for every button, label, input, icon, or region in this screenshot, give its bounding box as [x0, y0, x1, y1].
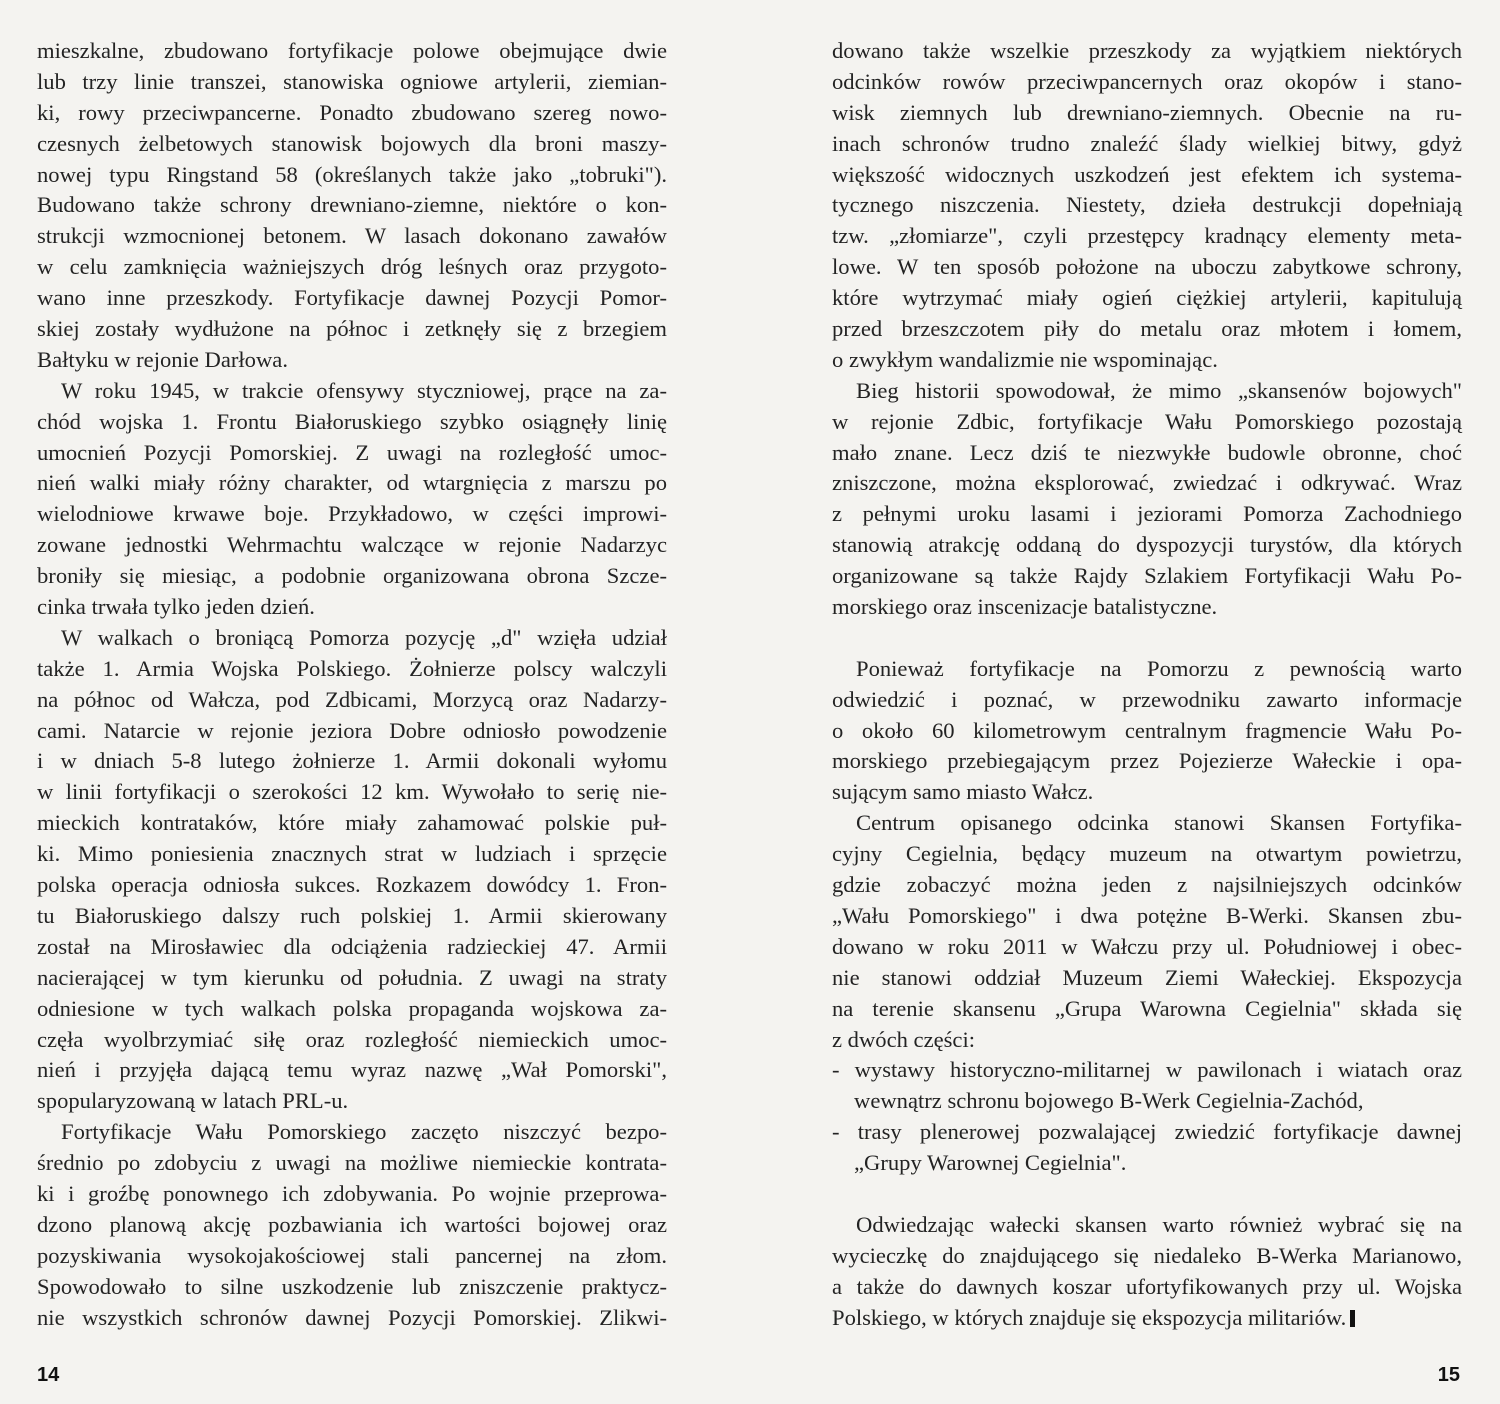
text-line: inach schronów trudno znaleźć ślady wielkiej bitwy, gdyż: [832, 130, 1462, 156]
text-line: czesnych żelbetowych stanowisk bojowych dla broni maszy-: [37, 130, 667, 156]
text-line: sującym samo miasto Wałcz.: [832, 779, 1094, 805]
text-line: ki. Mimo poniesienia znacznych strat w ludziach i sprzęcie: [37, 841, 667, 867]
text-line: - wystawy historyczno-militarnej w pawilonach i wiatach oraz: [832, 1057, 1462, 1083]
text-line: tycznego niszczenia. Niestety, dzieła destrukcji dopełniają: [832, 192, 1462, 218]
text-line: skiej zostały wydłużone na północ i zetknęły się z brzegiem: [37, 316, 667, 342]
text-line: nowej typu Ringstand 58 (określanych także jako „tobruki").: [37, 161, 667, 187]
text-line: Centrum opisanego odcinka stanowi Skansen Fortyfika-: [856, 810, 1462, 836]
text-line: na terenie skansenu „Grupa Warowna Cegielnia" składa się: [832, 995, 1462, 1021]
text-line: a także do dawnych koszar ufortyfikowanych przy ul. Wojska: [832, 1273, 1462, 1299]
text-line: odwiedzić i poznać, w przewodniku zawarto informacje: [832, 686, 1462, 712]
text-line: w celu zamknięcia ważniejszych dróg leśnych oraz przygoto-: [37, 254, 667, 280]
text-line: lub trzy linie transzei, stanowiska ogniowe artylerii, ziemian-: [37, 68, 667, 94]
text-line: nień walki miały różny charakter, od wtargnięcia z marszu po: [37, 470, 667, 496]
text-line: cinka trwała tylko jeden dzień.: [37, 594, 315, 620]
text-line: dowano także wszelkie przeszkody za wyjątkiem niektórych: [832, 38, 1462, 63]
text-line: mało znane. Lecz dziś te niezwykłe budowle obronne, choć: [832, 439, 1462, 465]
text-line: broniły się miesiąc, a podobnie organizowana obrona Szcze-: [37, 563, 667, 589]
text-line: w rejonie Zdbic, fortyfikacje Wału Pomorskiego pozostają: [832, 408, 1462, 434]
text-line: „Grupy Warownej Cegielnia".: [854, 1150, 1127, 1176]
page-number-left: 14: [37, 1364, 60, 1386]
text-line: nacierającej w tym kierunku od południa. Z uwagi na straty: [37, 964, 667, 990]
text-line: wycieczkę do znajdującego się niedaleko B-Werka Marianowo,: [832, 1242, 1462, 1268]
text-line: odcinków rowów przeciwpancernych oraz okopów i stano-: [832, 68, 1462, 94]
text-line: mieckich kontrataków, które miały zahamować polskie puł-: [37, 810, 667, 836]
text-line: Bieg historii spowodował, że mimo „skansenów bojowych": [856, 377, 1462, 403]
text-line: zowane jednostki Wehrmachtu walczące w rejonie Nadarzyc: [37, 532, 667, 558]
text-line: morskiego przebiegającym przez Pojezierze Wałeckie i opa-: [832, 748, 1462, 774]
left-page: [37, 36, 667, 1333]
text-line: Ponieważ fortyfikacje na Pomorzu z pewnością warto: [856, 655, 1462, 681]
text-line: nień i przyjęła dającą temu wyraz nazwę „Wał Pomorski",: [37, 1057, 667, 1083]
text-line: został na Mirosławiec dla odciążenia radzieckiej 47. Armii: [37, 933, 667, 959]
paragraph-gap: [832, 1179, 1462, 1210]
text-line: morskiego oraz inscenizacje batalistyczne.: [832, 594, 1218, 620]
text-line: cami. Natarcie w rejonie jeziora Dobre odniosło powodzenie: [37, 717, 667, 743]
text-line: polska operacja odniosła sukces. Rozkazem dowódcy 1. Fron-: [37, 872, 667, 898]
end-of-text-mark-icon: [1350, 1310, 1355, 1327]
text-line: gdzie zobaczyć można jeden z najsilniejszych odcinków: [832, 872, 1462, 898]
text-line: - trasy plenerowej pozwalającej zwiedzić fortyfikacje dawnej: [832, 1119, 1462, 1145]
text-line: cyjny Cegielnia, będący muzeum na otwartym powietrzu,: [832, 841, 1462, 867]
text-line: o zwykłym wandalizmie nie wspominając.: [832, 346, 1218, 372]
text-line: dowano w roku 2011 w Wałczu przy ul. Południowej i obec-: [832, 933, 1462, 959]
text-line: W walkach o broniącą Pomorza pozycję „d" wzięła udział: [61, 624, 667, 650]
text-line: Polskiego, w których znajduje się ekspozycja militariów.: [832, 1303, 1462, 1334]
text-line: nie stanowi oddział Muzeum Ziemi Wałeckiej. Ekspozycja: [832, 964, 1462, 990]
text-line: także 1. Armia Wojska Polskiego. Żołnierze polscy walczyli: [37, 655, 667, 681]
paragraph-gap: [832, 623, 1462, 654]
text-line: umocnień Pozycji Pomorskiej. Z uwagi na rozległość umoc-: [37, 439, 667, 465]
text-line: tu Białoruskiego dalszy ruch polskiej 1. Armii skierowany: [37, 902, 667, 928]
text-line: organizowane są także Rajdy Szlakiem Fortyfikacji Wału Po-: [832, 563, 1462, 589]
page-number-right: 15: [1437, 1364, 1460, 1386]
text-line: odniesione w tych walkach polska propaganda wojskowa za-: [37, 995, 667, 1021]
text-line: które wytrzymać miały ogień ciężkiej artylerii, kapitulują: [832, 285, 1462, 311]
text-line: średnio po zdobyciu z uwagi na możliwe niemieckie kontrata-: [37, 1150, 667, 1176]
text-line: większość widocznych uszkodzeń jest efektem ich systema-: [832, 161, 1462, 187]
text-line: wisk ziemnych lub drewniano-ziemnych. Obecnie na ru-: [832, 99, 1462, 125]
text-line: częła wyolbrzymiać siłę oraz rozległość niemieckich umoc-: [37, 1026, 667, 1052]
text-line: chód wojska 1. Frontu Białoruskiego szybko osiągnęły linię: [37, 408, 667, 434]
text-line: na północ od Wałcza, pod Zdbicami, Morzycą oraz Nadarzy-: [37, 686, 667, 712]
text-line: nie wszystkich schronów dawnej Pozycji Pomorskiej. Zlikwi-: [37, 1304, 667, 1330]
text-line: mieszkalne, zbudowano fortyfikacje polowe obejmujące dwie: [37, 38, 667, 63]
text-line: lowe. W ten sposób położone na uboczu zabytkowe schrony,: [832, 254, 1462, 280]
text-line: dzono planową akcję pozbawiania ich wartości bojowej oraz: [37, 1211, 667, 1237]
text-line: tzw. „złomiarze", czyli przestępcy kradnący elementy meta-: [832, 223, 1462, 249]
text-line: Budowano także schrony drewniano-ziemne, niektóre o kon-: [37, 192, 667, 218]
text-line: wielodniowe krwawe boje. Przykładowo, w części improwi-: [37, 501, 667, 527]
text-line: strukcji wzmocnionej betonem. W lasach dokonano zawałów: [37, 223, 667, 249]
text-line: z pełnymi uroku lasami i jeziorami Pomorza Zachodniego: [832, 501, 1462, 527]
text-line: ki, rowy przeciwpancerne. Ponadto zbudowano szereg nowo-: [37, 99, 667, 125]
text-line: „Wału Pomorskiego" i dwa potężne B-Werki. Skansen zbu-: [832, 902, 1462, 928]
text-line: z dwóch części:: [832, 1026, 976, 1052]
text-line: Spowodowało to silne uszkodzenie lub zniszczenie praktycz-: [37, 1273, 667, 1299]
text-line: ki i groźbę ponownego ich zdobywania. Po wojnie przeprowa-: [37, 1180, 667, 1206]
text-line: o około 60 kilometrowym centralnym fragmencie Wału Po-: [832, 717, 1462, 743]
text-line: i w dniach 5-8 lutego żołnierze 1. Armii dokonali wyłomu: [37, 748, 667, 774]
text-line: spopularyzowaną w latach PRL-u.: [37, 1088, 349, 1114]
text-line: Fortyfikacje Wału Pomorskiego zaczęto niszczyć bezpo-: [61, 1119, 667, 1145]
text-line: Odwiedzając wałecki skansen warto również wybrać się na: [856, 1211, 1462, 1237]
right-page: [832, 36, 1462, 1333]
text-line: wewnątrz schronu bojowego B-Werk Cegielnia-Zachód,: [854, 1088, 1364, 1114]
text-line: W roku 1945, w trakcie ofensywy styczniowej, prące na za-: [61, 377, 667, 403]
text-line: wano inne przeszkody. Fortyfikacje dawnej Pozycji Pomor-: [37, 285, 667, 311]
text-line: w linii fortyfikacji o szerokości 12 km. Wywołało to serię nie-: [37, 779, 667, 805]
text-line: przed brzeszczotem piły do metalu oraz młotem i łomem,: [832, 316, 1462, 342]
text-line: Bałtyku w rejonie Darłowa.: [37, 346, 288, 372]
text-line: stanowią atrakcję oddaną do dyspozycji turystów, dla których: [832, 532, 1462, 558]
text-line: zniszczone, można eksplorować, zwiedzać i odkrywać. Wraz: [832, 470, 1462, 496]
text-line: pozyskiwania wysokojakościowej stali pancernej na złom.: [37, 1242, 667, 1268]
